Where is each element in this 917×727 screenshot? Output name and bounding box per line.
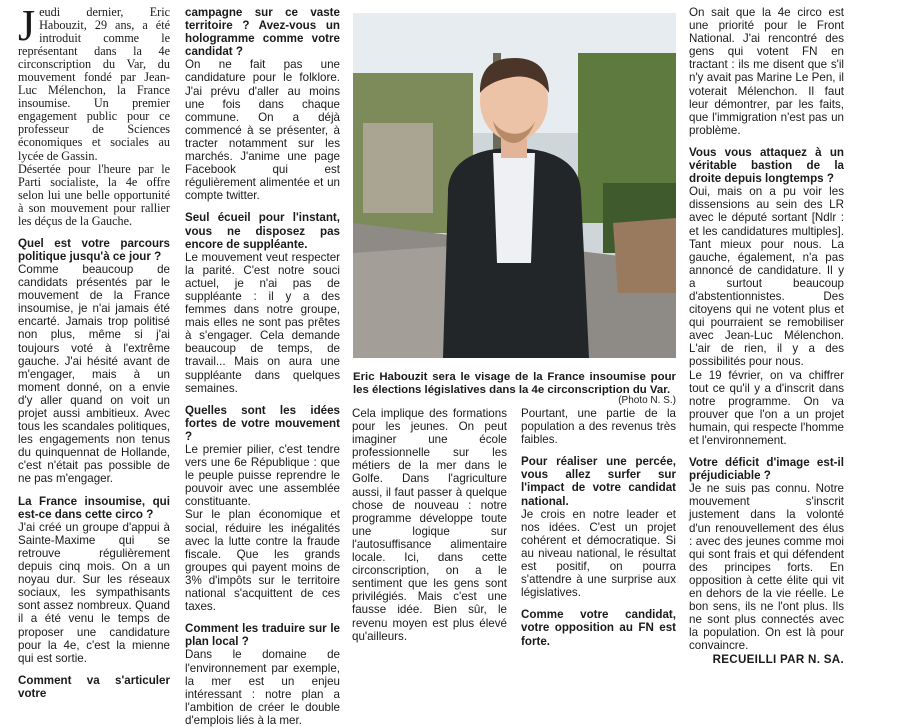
column-2	[185, 6, 340, 727]
question: Votre déficit d'image est-il préjudiciable ?	[689, 456, 844, 483]
answer: Le premier pilier, c'est tendre vers une 6e République : que le peuple puisse reprendre le pouvoir avec une assemblée constituante.	[185, 443, 340, 509]
answer: Oui, mais on a pu voir les dissensions au sein des LR avec le député sortant [Ndlr : et les candidatures multiples]. Tant mieux pour nous. La gauche, également, n'a pas annoncé de candidature. Il y a surtout beaucoup d'abstentionnistes. Des citoyens qui ne votent plus et qui pourraient se remobiliser avec Jean-Luc Mélenchon. L'air de rien, il y a des possibilités pour nous.	[689, 185, 844, 369]
portrait-illustration	[353, 13, 676, 358]
answer: Dans le domaine de l'environnement par exemple, la mer est un enjeu intéressant : notre plan a l'ambition de créer le double d'emplois liés à la mer.	[185, 648, 340, 727]
question: Comment les traduire sur le plan local ?	[185, 622, 340, 649]
answer: Le mouvement veut respecter la parité. C'est notre souci actuel, je n'ai pas de suppléante : il y a des femmes dans notre groupe, mais elles ne sont pas prêtes à s'engager. Cela demande beaucoup de temps, de travail... Mais on aura une suppléante dans quelques semaines.	[185, 250, 340, 395]
question: campagne sur ce vaste territoire ? Avez-vous un hologramme comme votre candidat ?	[185, 6, 340, 59]
column-5	[689, 6, 844, 666]
article-lead-2: Désertée pour l'heure par le Parti socialiste, la 4e offre selon lui une belle opportunité à son mouvement pour rallier les déçus de la Gauche.	[18, 161, 170, 228]
photo-credit: (Photo N. S.)	[618, 395, 676, 406]
question: Comme votre candidat, votre opposition au FN est forte.	[521, 608, 676, 648]
article-lead: Jeudi dernier, Eric Habouzit, 29 ans, a été introduit comme le représentant dans la 4e circonscription du Var, du mouvement fondé par Jean-Luc Mélenchon, la France insoumise. Un premier engagement public pour ce professeur de Sciences économiques et sociales au lycée de Gassin.	[18, 1, 170, 163]
column-3	[352, 407, 507, 643]
column-1	[18, 1, 170, 700]
answer: Sur le plan économique et social, réduire les inégalités avec la lutte contre la fraude fiscale. Que les grands groupes qui payent moins de 3% d'impôts sur le territoire national s'acquittent de ces taxes.	[185, 508, 340, 614]
signature: RECUEILLI PAR N. SA.	[712, 652, 844, 666]
answer: Comme beaucoup de candidats présentés par le mouvement de la France insoumise, je n'ai jamais été encarté. Jamais trop politisé non plus, même si j'ai toujours voté à l'extrême gauche. J'ai hésité avant de m'engager, mais à un moment donné, on a envie d'y aller quand on voit un projet aussi ambitieux. Avec tous les scandales politiques, les engagements non tenus du quinquennat de Hollande, c'est n'était pas possible de ne pas m'engager.	[18, 262, 170, 486]
question: Quelles sont les idées fortes de votre mouvement ?	[185, 403, 340, 443]
answer: On ne fait pas une candidature pour le folklore. J'ai prévu d'aller au moins une fois dans chaque commune. On a déjà commencé à se présenter, à tracter notamment sur les marchés. J'anime une page Facebook qui est régulièrement alimentée et un compte twitter.	[185, 58, 340, 203]
drop-cap: J	[18, 1, 36, 50]
question: La France insoumise, qui est-ce dans cette circo ?	[18, 494, 170, 521]
answer: Pourtant, une partie de la population a des revenus très faibles.	[521, 407, 676, 447]
question: Quel est votre parcours politique jusqu'à ce jour ?	[18, 236, 170, 263]
answer: Je crois en notre leader et nos idées. C'est un projet cohérent et démocratique. Si au niveau national, le résultat est positif, on pourra s'attendre à une surprise aux législatives.	[521, 507, 676, 600]
portrait-photo	[353, 13, 676, 358]
question: Seul écueil pour l'instant, vous ne disposez pas encore de suppléante.	[185, 211, 340, 251]
answer: Cela implique des formations pour les jeunes. On peut imaginer une école professionnelle sur les métiers de la mer dans le Golfe. Dans l'agriculture aussi, il faut passer à quelque chose de nouveau : notre programme développe toute une logique sur l'autosuffisance alimentaire locale. Ici, dans cette circonscription, on a le sentiment que les gens sont privilégiés. Mais c'est une fausse idée. Bien sûr, le revenu moyen est plus élevé qu'ailleurs.	[352, 407, 507, 643]
answer: Le 19 février, on va chiffrer tout ce qu'il y a d'inscrit dans notre programme. On va prouver que l'on a un projet humain, qui respecte l'homme et l'environnement.	[689, 368, 844, 447]
question: Pour réaliser une percée, vous allez surfer sur l'impact de votre candidat national.	[521, 455, 676, 508]
photo-caption: Eric Habouzit sera le visage de la France insoumise pour les élections législatives dans la 4e circonscription du Var.	[353, 371, 676, 396]
answer: On sait que la 4e circo est une priorité pour le Front National. J'ai rencontré des gens qui votent FN en tractant : ils me disent que s'il n'y avait pas Marine Le Pen, il voterait Mélenchon. Il faut leur démontrer, par les faits, que l'immigration n'est pas un problème.	[689, 6, 844, 137]
answer: J'ai créé un groupe d'appui à Sainte-Maxime qui se retrouve régulièrement depuis cinq mois. On a un noyau dur. Sur les réseaux sociaux, les sympathisants sont assez nombreux. Quand il a été venu le temps de proposer une candidature pour la 4e, c'est la mienne qui est sortie.	[18, 520, 170, 665]
answer: Je ne suis pas connu. Notre mouvement s'inscrit justement dans la volonté d'un renouvellement des élus : avec des jeunes comme moi qui sont frais et qui défendent des principes forts. En opposition à cette élite qui vit en dehors de la vie réelle. Le bon sens, ils ne l'ont plus. Ils ne sont plus connectés avec la population. On est là pour convaincre.	[689, 482, 844, 653]
question: Comment va s'articuler votre	[18, 673, 170, 700]
column-4	[521, 407, 676, 648]
question: Vous vous attaquez à un véritable bastion de la droite depuis longtemps ?	[689, 145, 844, 186]
